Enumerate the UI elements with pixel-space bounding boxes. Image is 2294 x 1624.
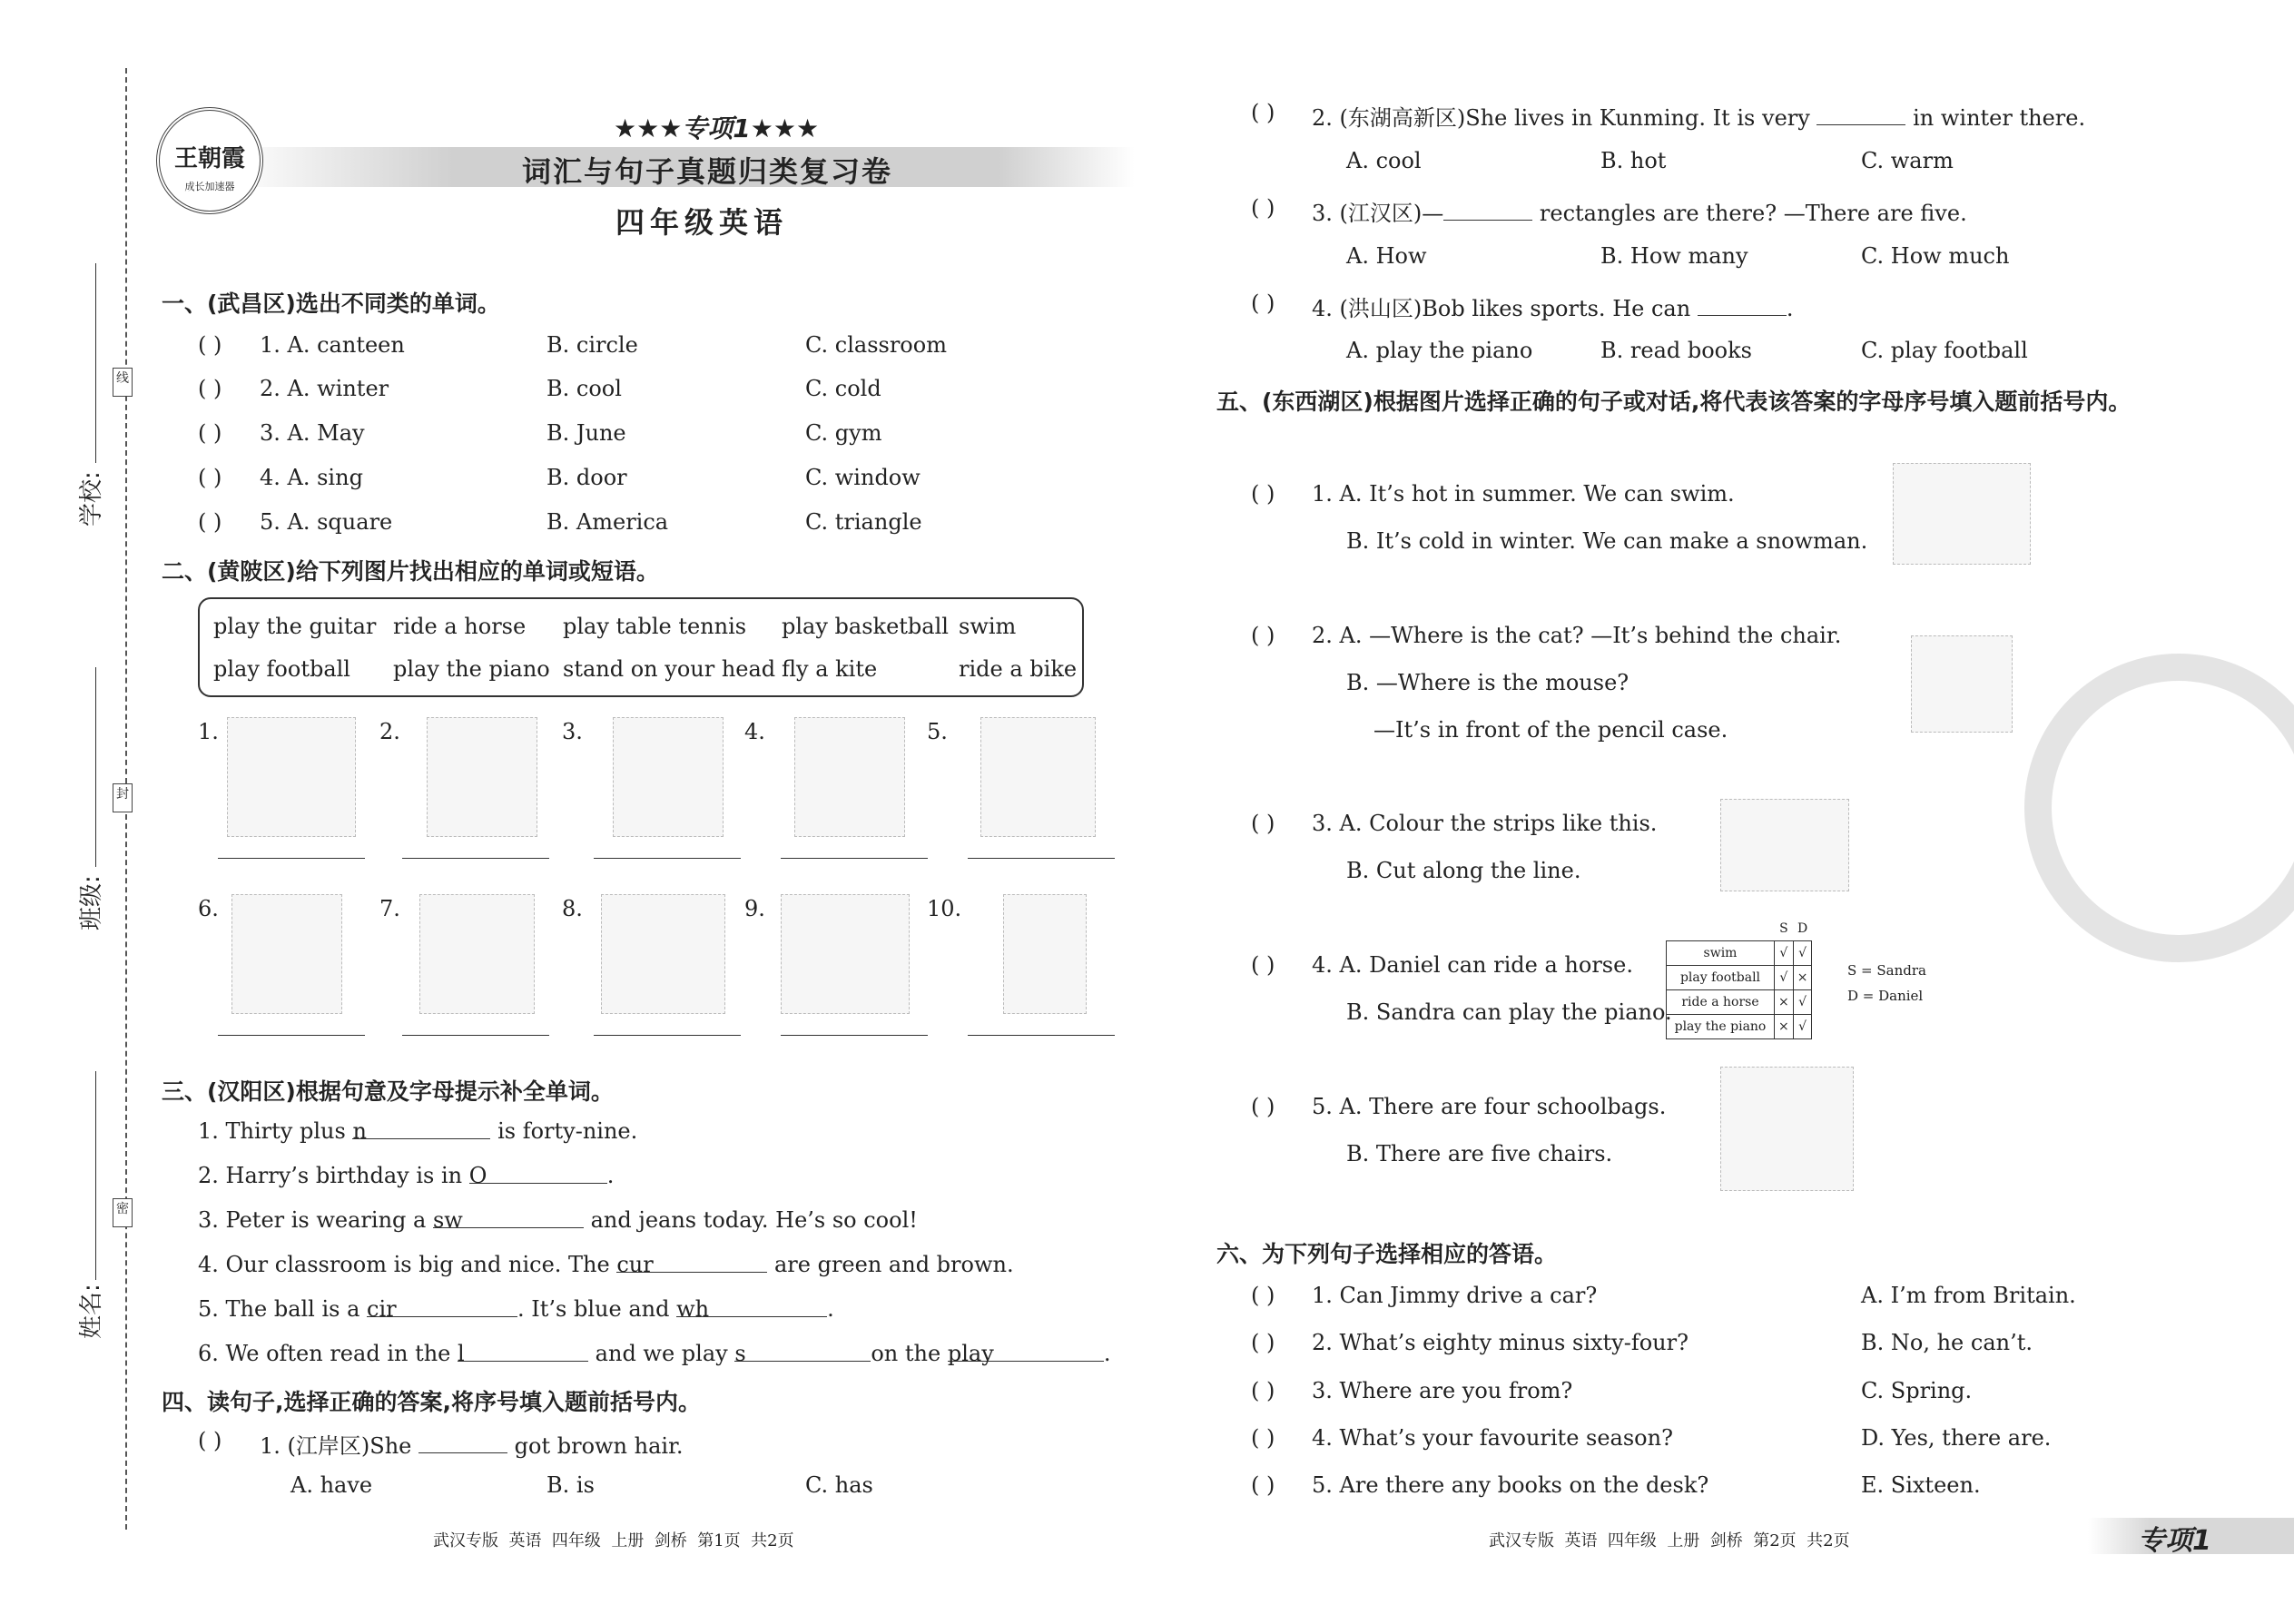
word-bank-item: play football xyxy=(213,656,350,682)
table-cell-label: play football xyxy=(1667,966,1775,990)
swim-illustration xyxy=(781,894,910,1014)
s5-q4-option-a: 4. A. Daniel can ride a horse. xyxy=(1312,952,1633,978)
s4-q2-option-c: C. warm xyxy=(1861,148,1954,173)
s4-q1-stem xyxy=(260,1428,684,1460)
s6-answer-a: A. I’m from Britain. xyxy=(1861,1283,2076,1308)
word-bank-item: swim xyxy=(959,614,1017,639)
word-bank-item: ride a bike xyxy=(959,656,1078,682)
s1-q3-option-a: 3. A. May xyxy=(260,420,365,446)
s5-q5-option-a: 5. A. There are four schoolbags. xyxy=(1312,1094,1667,1119)
s3-sentence-1 xyxy=(198,1118,637,1144)
watermark-seal xyxy=(2024,654,2294,962)
s3-text: . It’s blue and xyxy=(517,1296,670,1322)
s4-text: 3. (江汉区)— xyxy=(1312,201,1444,226)
s3-text: on the xyxy=(871,1341,941,1366)
s4-text: 2. (东湖高新区)She lives in Kunming. It is very xyxy=(1312,105,1810,131)
s4-text: rectangles are there? —There are five. xyxy=(1539,201,1967,226)
table-cell: √ xyxy=(1775,941,1794,966)
s3-sentence-5 xyxy=(198,1296,834,1322)
binding-mark-seal: 封 xyxy=(113,783,133,812)
s6-q4-question: 4. What’s your favourite season? xyxy=(1312,1425,1673,1451)
s4-text: . xyxy=(1786,296,1794,321)
s4-text: 1. (江岸区)She xyxy=(260,1433,412,1459)
s3-text: 2. Harry’s birthday is in xyxy=(198,1163,463,1188)
mouse-pencil-case-illustration xyxy=(1911,635,2013,733)
s6-q1-paren[interactable]: ( ) xyxy=(1251,1283,1275,1308)
table-cell: √ xyxy=(1793,990,1812,1015)
s1-q1-option-c: C. classroom xyxy=(805,332,947,358)
s1-q3-option-b: B. June xyxy=(546,420,626,446)
binding-class-label: 班级: xyxy=(78,875,105,930)
brand-logo xyxy=(156,107,263,214)
brand-logo-text: 王朝霞 xyxy=(173,145,245,172)
s3-text: 6. We often read in the xyxy=(198,1341,451,1366)
s1-q2-option-c: C. cold xyxy=(805,376,881,401)
s4-q4-option-a: A. play the piano xyxy=(1346,338,1533,363)
section5-heading: 五、(东西湖区)根据图片选择正确的句子或对话,将代表该答案的字母序号填入题前括号内。 xyxy=(1216,389,2132,415)
s3-sentence-2 xyxy=(198,1163,614,1188)
section2-heading: 二、(黄陂区)给下列图片找出相应的单词或短语。 xyxy=(162,558,659,585)
s4-text: in winter there. xyxy=(1913,105,2086,131)
s1-q2-paren[interactable]: ( ) xyxy=(198,376,222,401)
fill-blank[interactable] xyxy=(458,1341,588,1366)
colour-strips-illustration xyxy=(1720,799,1849,891)
ability-table xyxy=(1666,917,1812,1039)
s1-q1-paren[interactable]: ( ) xyxy=(198,332,222,358)
binding-mark-secret: 密 xyxy=(113,1198,133,1227)
s5-q1-paren[interactable]: ( ) xyxy=(1251,481,1275,507)
table-cell: √ xyxy=(1793,941,1812,966)
fill-blank[interactable] xyxy=(418,1432,507,1453)
s3-sentence-3 xyxy=(198,1207,918,1233)
section1-heading: 一、(武昌区)选出不同类的单词。 xyxy=(162,290,500,317)
word-bank-item: play table tennis xyxy=(563,614,747,639)
brand-logo-motto: 成长加速器 xyxy=(184,181,235,192)
answer-line[interactable] xyxy=(402,1035,549,1036)
s1-q3-option-c: C. gym xyxy=(805,420,882,446)
section3-heading: 三、(汉阳区)根据句意及字母提示补全单词。 xyxy=(162,1078,614,1105)
answer-line[interactable] xyxy=(402,858,549,859)
s4-q1-option-a: A. have xyxy=(290,1472,373,1498)
s4-q1-option-c: C. has xyxy=(805,1472,873,1498)
snowman-house-illustration xyxy=(1893,463,2031,565)
bike-illustration xyxy=(231,894,342,1014)
pic-number: 8. xyxy=(562,896,583,921)
s4-q3-option-a: A. How xyxy=(1346,243,1427,269)
s5-q4-option-b: B. Sandra can play the piano. xyxy=(1346,999,1672,1025)
pic-number: 7. xyxy=(379,896,400,921)
pic-number: 6. xyxy=(198,896,219,921)
s1-q5-paren[interactable]: ( ) xyxy=(198,509,222,535)
fill-blank[interactable] xyxy=(947,1341,1104,1366)
s5-q5-paren[interactable]: ( ) xyxy=(1251,1094,1275,1119)
answer-line[interactable] xyxy=(594,858,741,859)
s1-q4-paren[interactable]: ( ) xyxy=(198,465,222,490)
table-cell-label: ride a horse xyxy=(1667,990,1775,1015)
letter-hint: O xyxy=(468,1163,487,1188)
letter-hint: play xyxy=(947,1341,994,1366)
s1-q4-option-b: B. door xyxy=(546,465,627,490)
table-cell: × xyxy=(1775,990,1794,1015)
s5-q1-option-a: 1. A. It’s hot in summer. We can swim. xyxy=(1312,481,1735,507)
fill-blank[interactable] xyxy=(432,1207,584,1233)
answer-line[interactable] xyxy=(594,1035,741,1036)
section4-heading: 四、读句子,选择正确的答案,将序号填入题前括号内。 xyxy=(162,1389,701,1415)
s4-q2-paren[interactable]: ( ) xyxy=(1251,100,1275,125)
page-subtitle: 四年级英语 xyxy=(615,205,789,240)
s1-q5-option-c: C. triangle xyxy=(805,509,922,535)
s3-text: and we play xyxy=(595,1341,728,1366)
footer-tag: 专项1 xyxy=(2138,1525,2211,1557)
table-row xyxy=(1667,941,1812,966)
word-bank-item: fly a kite xyxy=(782,656,878,682)
pic-number: 3. xyxy=(562,719,583,744)
horse-riding-illustration xyxy=(980,717,1096,837)
section6-heading: 六、为下列句子选择相应的答语。 xyxy=(1216,1241,1558,1267)
s3-text: 1. Thirty plus xyxy=(198,1118,346,1144)
s3-text: . xyxy=(827,1296,834,1322)
s5-q5-option-b: B. There are five chairs. xyxy=(1346,1141,1613,1166)
table-legend-s: S = Sandra xyxy=(1847,962,1926,979)
kite-illustration xyxy=(794,717,905,837)
pic-number: 1. xyxy=(198,719,219,744)
s5-q1-option-b: B. It’s cold in winter. We can make a snowman. xyxy=(1346,528,1868,554)
s4-q4-option-b: B. read books xyxy=(1600,338,1752,363)
table-tennis-illustration xyxy=(427,717,537,837)
s3-text: 4. Our classroom is big and nice. The xyxy=(198,1252,610,1277)
s4-q2-option-a: A. cool xyxy=(1346,148,1422,173)
s3-text: . xyxy=(1103,1341,1111,1366)
s4-q1-option-b: B. is xyxy=(546,1472,595,1498)
s1-q4-option-c: C. window xyxy=(805,465,921,490)
s4-q3-option-c: C. How much xyxy=(1861,243,2010,269)
letter-hint: l xyxy=(458,1341,465,1366)
word-bank-item: ride a horse xyxy=(393,614,527,639)
s5-q4-paren[interactable]: ( ) xyxy=(1251,952,1275,978)
s3-text: . xyxy=(606,1163,615,1188)
table-row xyxy=(1667,990,1812,1015)
s4-q4-paren[interactable]: ( ) xyxy=(1251,290,1275,316)
answer-line[interactable] xyxy=(781,858,928,859)
s6-q2-question: 2. What’s eighty minus sixty-four? xyxy=(1312,1330,1689,1355)
s6-q3-paren[interactable]: ( ) xyxy=(1251,1378,1275,1403)
table-cell-label: play the piano xyxy=(1667,1015,1775,1039)
s4-q1-paren[interactable]: ( ) xyxy=(198,1428,222,1453)
s4-q4-option-c: C. play football xyxy=(1861,338,2028,363)
fill-blank[interactable] xyxy=(1698,295,1787,316)
s1-q1-option-b: B. circle xyxy=(546,332,638,358)
table-cell: × xyxy=(1793,966,1812,990)
s5-q2-option-b-reply: —It’s in front of the pencil case. xyxy=(1373,717,1728,743)
s3-text: is forty-nine. xyxy=(497,1118,638,1144)
s6-q2-paren[interactable]: ( ) xyxy=(1251,1330,1275,1355)
table-header: S xyxy=(1779,921,1788,936)
fill-blank[interactable] xyxy=(367,1296,517,1322)
s4-q3-option-b: B. How many xyxy=(1600,243,1748,269)
table-legend-d: D = Daniel xyxy=(1847,988,1924,1004)
classroom-illustration xyxy=(1720,1067,1854,1191)
s1-q5-option-a: 5. A. square xyxy=(260,509,393,535)
table-header: D xyxy=(1797,921,1808,936)
s3-text: 3. Peter is wearing a xyxy=(198,1207,427,1233)
answer-line[interactable] xyxy=(968,858,1115,859)
fill-blank[interactable] xyxy=(734,1341,871,1366)
s5-q3-option-b: B. Cut along the line. xyxy=(1346,858,1581,883)
word-bank-item: play the guitar xyxy=(213,614,377,639)
s5-q2-option-a: 2. A. —Where is the cat? —It’s behind the chair. xyxy=(1312,623,1842,648)
fill-blank[interactable] xyxy=(352,1118,490,1144)
headstand-illustration xyxy=(1003,894,1087,1014)
s3-text: and jeans today. He’s so cool! xyxy=(590,1207,918,1233)
answer-line[interactable] xyxy=(781,1035,928,1036)
s6-answer-e: E. Sixteen. xyxy=(1861,1472,1981,1498)
s4-q2-stem xyxy=(1312,100,2085,132)
table-row xyxy=(1667,966,1812,990)
s1-q2-option-a: 2. A. winter xyxy=(260,376,389,401)
s5-q2-option-b: B. —Where is the mouse? xyxy=(1346,670,1629,695)
word-bank-item: stand on your head xyxy=(563,656,776,682)
table-cell-label: swim xyxy=(1667,941,1775,966)
s4-q2-option-b: B. hot xyxy=(1600,148,1667,173)
football-illustration xyxy=(613,717,724,837)
s1-q5-option-b: B. America xyxy=(546,509,669,535)
answer-line[interactable] xyxy=(218,858,365,859)
s6-answer-d: D. Yes, there are. xyxy=(1861,1425,2052,1451)
table-cell: × xyxy=(1775,1015,1794,1039)
s1-q4-option-a: 4. A. sing xyxy=(260,465,363,490)
pic-number: 9. xyxy=(744,896,765,921)
binding-school-label: 学校: xyxy=(78,471,105,527)
s5-q3-option-a: 3. A. Colour the strips like this. xyxy=(1312,811,1658,836)
s3-text: 5. The ball is a xyxy=(198,1296,360,1322)
fill-blank[interactable] xyxy=(616,1252,767,1277)
s4-text: got brown hair. xyxy=(514,1433,684,1459)
table-row xyxy=(1667,1015,1812,1039)
binding-mark-line: 线 xyxy=(113,368,133,397)
letter-hint: sw xyxy=(432,1207,463,1233)
s6-q5-question: 5. Are there any books on the desk? xyxy=(1312,1472,1709,1498)
s6-answer-b: B. No, he can’t. xyxy=(1861,1330,2033,1355)
footer-left: 武汉专版 英语 四年级 上册 剑桥 第1页 共2页 xyxy=(433,1531,794,1550)
binding-school-line[interactable] xyxy=(95,263,96,463)
pic-number: 2. xyxy=(379,719,400,744)
s1-q3-paren[interactable]: ( ) xyxy=(198,420,222,446)
guitar-illustration xyxy=(601,894,725,1014)
s6-q1-question: 1. Can Jimmy drive a car? xyxy=(1312,1283,1598,1308)
binding-name-label: 姓名: xyxy=(78,1284,105,1339)
fill-blank[interactable] xyxy=(1816,104,1905,125)
s6-answer-c: C. Spring. xyxy=(1861,1378,1973,1403)
letter-hint: s xyxy=(734,1341,746,1366)
s1-q2-option-b: B. cool xyxy=(546,376,622,401)
s4-q3-paren[interactable]: ( ) xyxy=(1251,195,1275,221)
basketball-illustration xyxy=(227,717,356,837)
letter-hint: n xyxy=(352,1118,367,1144)
s4-q4-stem xyxy=(1312,290,1793,322)
s4-text: 4. (洪山区)Bob likes sports. He can xyxy=(1312,296,1691,321)
footer-right: 武汉专版 英语 四年级 上册 剑桥 第2页 共2页 xyxy=(1489,1531,1850,1550)
table-cell: √ xyxy=(1775,966,1794,990)
page-title: 词汇与句子真题归类复习卷 xyxy=(522,154,893,189)
s6-q4-paren[interactable]: ( ) xyxy=(1251,1425,1275,1451)
s5-q3-paren[interactable]: ( ) xyxy=(1251,811,1275,836)
answer-line[interactable] xyxy=(968,1035,1115,1036)
s4-q3-stem xyxy=(1312,195,1967,227)
binding-class-line[interactable] xyxy=(95,667,96,867)
s3-text: are green and brown. xyxy=(773,1252,1014,1277)
s5-q2-paren[interactable]: ( ) xyxy=(1251,623,1275,648)
s1-q1-option-a: 1. A. canteen xyxy=(260,332,405,358)
word-bank-item: play the piano xyxy=(393,656,550,682)
s6-q5-paren[interactable]: ( ) xyxy=(1251,1472,1275,1498)
answer-line[interactable] xyxy=(218,1035,365,1036)
table-cell: √ xyxy=(1793,1015,1812,1039)
piano-illustration xyxy=(419,894,535,1014)
pic-number: 10. xyxy=(927,896,962,921)
letter-hint: cur xyxy=(616,1252,654,1277)
word-bank-box xyxy=(198,597,1084,697)
fill-blank[interactable] xyxy=(1443,200,1532,221)
s3-sentence-4 xyxy=(198,1252,1014,1277)
word-bank-item: play basketball xyxy=(782,614,949,639)
s6-q3-question: 3. Where are you from? xyxy=(1312,1378,1573,1403)
letter-hint: wh xyxy=(676,1296,710,1322)
pic-number: 5. xyxy=(927,719,948,744)
fill-blank[interactable] xyxy=(676,1296,827,1322)
fill-blank[interactable] xyxy=(468,1163,607,1188)
s3-sentence-6 xyxy=(198,1341,1110,1366)
pic-number: 4. xyxy=(744,719,765,744)
binding-name-line[interactable] xyxy=(95,1071,96,1280)
letter-hint: cir xyxy=(367,1296,397,1322)
series-tag: ★★★专项1★★★ xyxy=(614,113,820,143)
